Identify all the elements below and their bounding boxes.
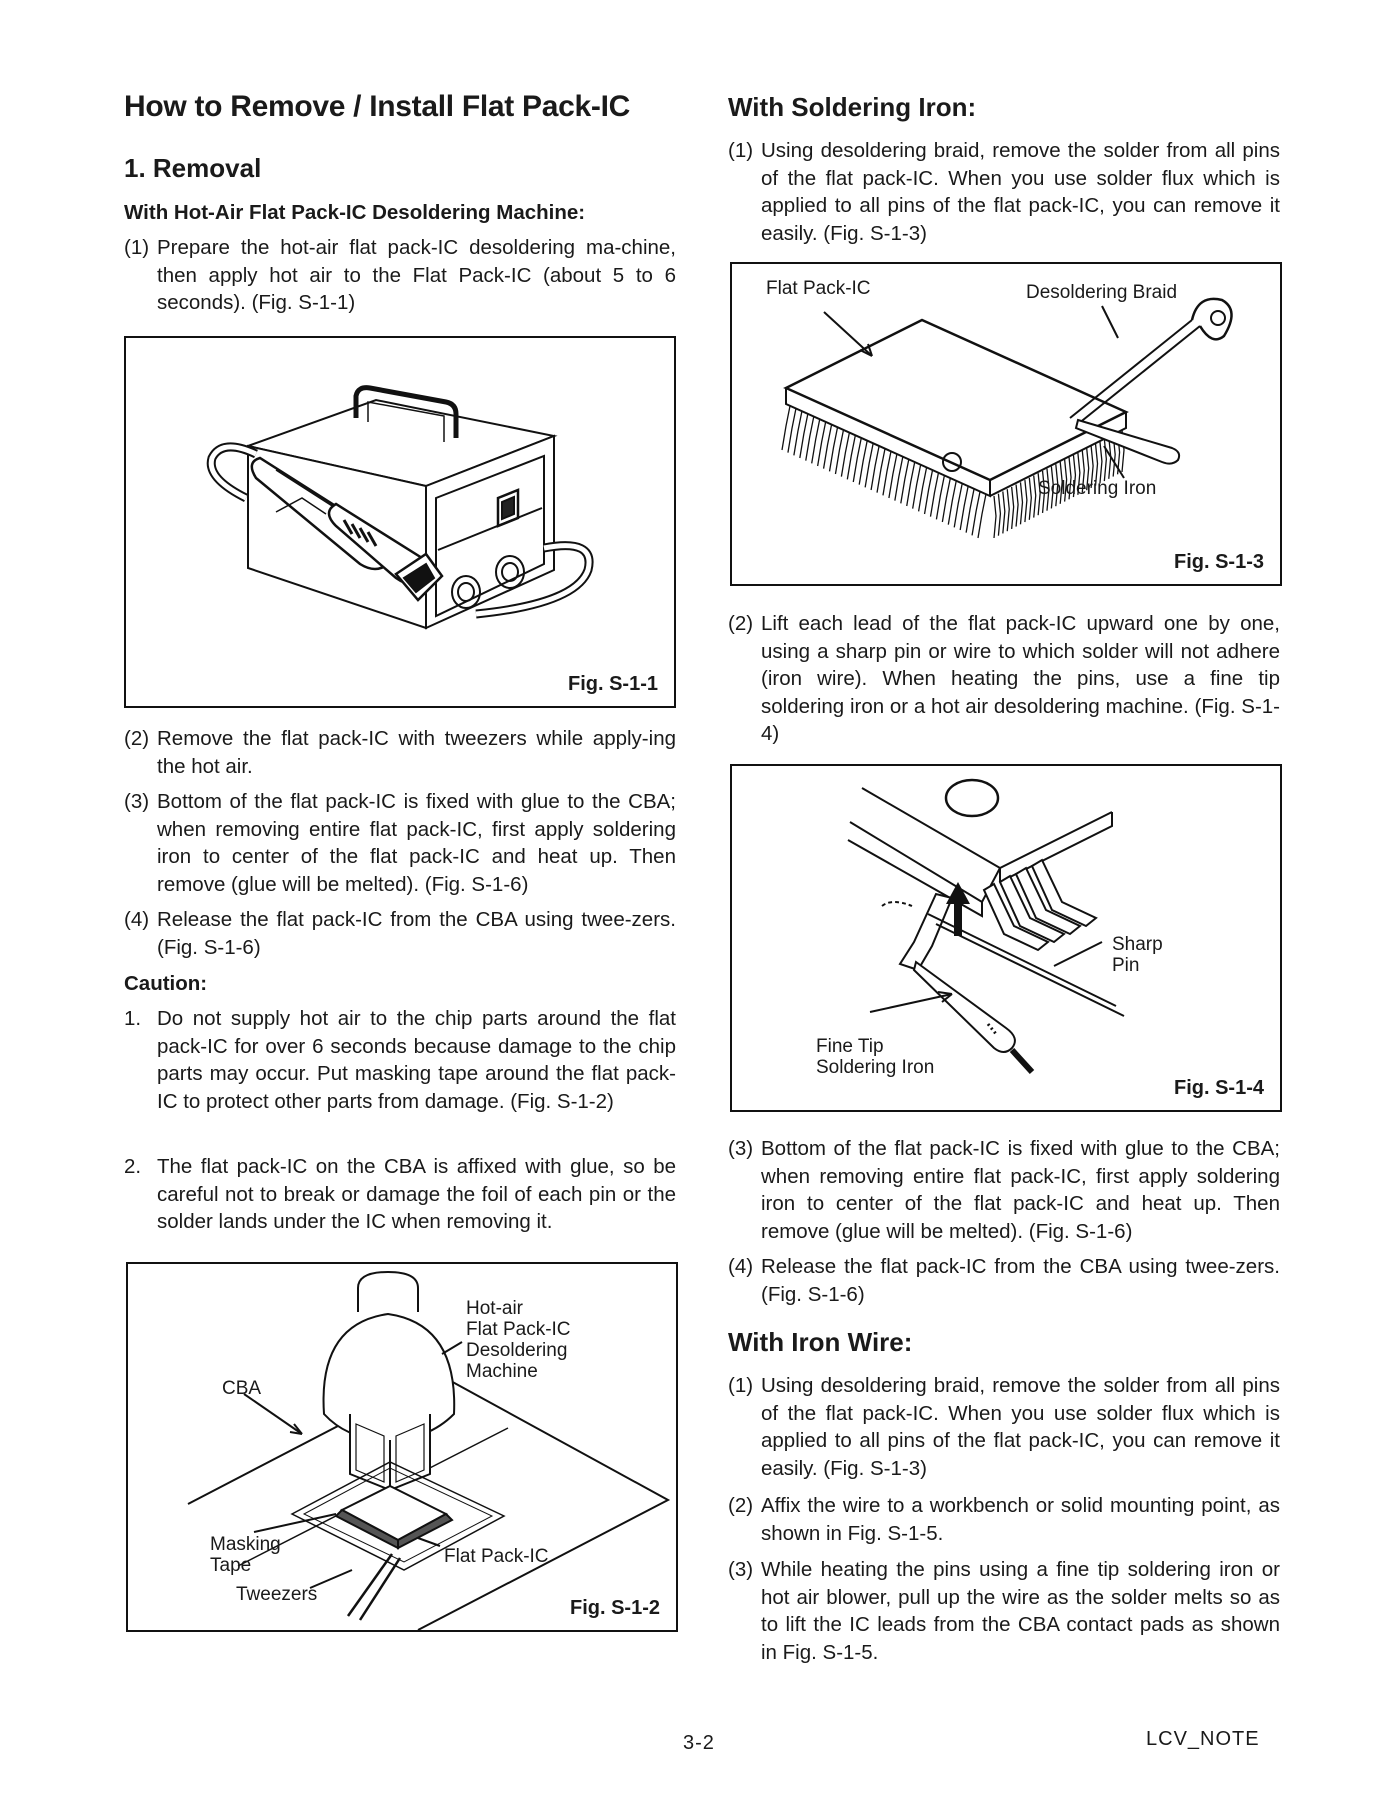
line-art [835,430,843,474]
step-text: Bottom of the flat pack-IC is fixed with glue to the CBA; when removing entire flat pack-IC, first apply soldering iron to center of the flat pack-IC and heat up. Then remove (glue will be melted). (Fig. S-1-6) [761,1137,1280,1243]
line-art [1020,482,1022,524]
caution-heading: Caution: [124,972,208,995]
line-art [889,454,897,498]
step-number: (4) [728,1255,754,1278]
figure-label: Fig. S-1-3 [1173,551,1264,573]
step-text: Lift each lead of the flat pack-IC upward one by one, using a sharp pin or wire to which solder will not adhere (iron wire). When heating the pins, use a fine tip soldering iron or a hot air desoldering machine. (Fig. S-1-4) [761,612,1280,745]
step-item [728,137,1280,247]
step-item [728,1253,1280,1308]
line-art [847,435,855,479]
line-art [788,409,796,453]
figure-s-1-4 [730,764,1282,1112]
line-art [978,494,986,538]
step-number: (1) [728,1374,754,1397]
callout-soldering-iron: Soldering Iron [1038,478,1157,499]
line-art [841,433,849,477]
line-art [966,489,974,533]
line-art [1076,420,1179,464]
heading-with-iron-wire: With Iron Wire: [728,1327,913,1357]
callout-tweezers: Tweezers [236,1584,318,1605]
line-art [930,473,938,517]
page-number: 3-2 [683,1732,715,1754]
step-item [124,725,676,780]
step-text: Bottom of the flat pack-IC is fixed with glue to the CBA; when removing entire flat pack-IC, first apply soldering iron to center of the flat pack-IC and heat up. Then remove (glue will be melted). (Fig. S-1-6) [157,790,676,896]
callout-hot-air-machine: Hot-air Flat Pack-IC Desoldering Machine [466,1298,571,1382]
line-art [895,457,903,501]
line-art [972,491,980,535]
step-text: Prepare the hot-air flat pack-IC desoldering ma-chine, then apply hot air to the Flat Pack-IC (about 5 to 6 seconds). (Fig. S-1-1) [157,236,676,314]
line-art [871,446,879,490]
step-text: Remove the flat pack-IC with tweezers while apply-ing the hot air. [157,727,676,778]
line-art [1070,320,1192,418]
step-item [124,234,676,317]
step-item [124,788,676,898]
line-art [998,494,1000,536]
figure-s-1-1 [124,336,676,708]
line-art [1104,439,1106,481]
figure-s-1-2 [126,1262,678,1632]
figure-label: Fig. S-1-4 [1173,1077,1264,1099]
line-art [1078,326,1200,424]
line-art [859,441,867,485]
line-art [818,422,826,466]
line-art [919,467,927,511]
line-art [806,417,814,461]
line-art [901,459,909,503]
step-text: Release the flat pack-IC from the CBA using twee-zers. (Fig. S-1-6) [157,908,676,959]
line-art [960,486,968,530]
step-item [728,1556,1280,1666]
line-art [877,449,885,493]
line-art [1034,476,1036,518]
step-text: Using desoldering braid, remove the solder from all pins of the flat pack-IC. When you use solder flux which is applied to all pins of the flat pack-IC, you can remove it easily. (Fig. S-1-3) [761,1374,1280,1480]
line-art [883,451,891,495]
step-item [124,906,676,961]
line-art [800,414,808,458]
line-art [794,411,802,455]
line-art [1003,491,1005,533]
callout-flat-pack-ic: Flat Pack-IC [444,1546,549,1567]
line-art [913,465,921,509]
line-art [812,419,820,463]
step-item [728,1372,1280,1482]
caution-text: Do not supply hot air to the chip parts around the flat pack-IC for over 6 seconds because damage to the chip parts may occur. Put masking tape around the flat pack-IC to protect other parts from damage. (Fig. S-1-2) [157,1007,676,1113]
hot-air-machine-illustration [126,338,678,710]
sharp-pin-lifting-illustration [732,766,1284,1114]
line-art [782,406,790,450]
callout-flat-pack-ic: Flat Pack-IC [766,278,871,299]
caution-number: 1. [124,1007,142,1030]
line-art [936,475,944,519]
step-item [728,610,1280,748]
step-number: (2) [728,1494,754,1517]
document-id: LCV_NOTE [1146,1728,1260,1750]
line-art [1025,480,1027,522]
step-text: Using desoldering braid, remove the solder from all pins of the flat pack-IC. When you use solder flux which is applied to all pins of the flat pack-IC, you can remove it easily. (Fig. S-1-3) [761,139,1280,245]
heading-with-soldering-iron: With Soldering Iron: [728,92,977,122]
caution-number: 2. [124,1155,142,1178]
caution-text: The flat pack-IC on the CBA is affixed with glue, so be careful not to break or damage the foil of each pin or the solder lands under the IC when removing it. [157,1155,676,1233]
step-text: Affix the wire to a workbench or solid mounting point, as shown in Fig. S-1-5. [761,1494,1280,1545]
line-art [853,438,861,482]
desoldering-braid-illustration [732,264,1284,588]
section-heading-removal: 1. Removal [124,153,262,183]
step-item [728,1492,1280,1547]
step-number: (4) [124,908,150,931]
step-number: (1) [124,236,150,259]
step-number: (3) [728,1558,754,1581]
line-art [1007,489,1009,531]
callout-cba: CBA [222,1378,262,1399]
callout-fine-tip-soldering-iron: Fine Tip Soldering Iron [816,1036,935,1078]
figure-label: Fig. S-1-1 [567,673,658,695]
line-art [824,425,832,469]
step-number: (3) [124,790,150,813]
line-art [907,462,915,506]
figure-label: Fig. S-1-2 [569,1597,660,1619]
subheading-hot-air: With Hot-Air Flat Pack-IC Desoldering Machine: [124,201,586,224]
callout-sharp-pin: Sharp Pin [1112,934,1163,976]
figure-s-1-3 [730,262,1282,586]
line-art [948,481,956,525]
caution-item [124,1005,676,1115]
caution-item [124,1153,676,1236]
line-art [830,427,838,471]
step-number: (2) [728,612,754,635]
line-art [865,443,873,487]
line-art [925,470,933,514]
line-art [994,496,996,538]
callout-masking-tape: Masking Tape [210,1534,281,1576]
line-art [942,478,950,522]
step-item [728,1135,1280,1245]
line-art [1029,478,1031,520]
step-number: (2) [124,727,150,750]
callout-desoldering-braid: Desoldering Braid [1026,282,1178,303]
line-art [1102,306,1118,338]
line-art [1211,311,1225,325]
step-text: While heating the pins using a fine tip soldering iron or hot air blower, pull up the wire as the solder melts so as to lift the IC leads from the CBA contact pads as shown in Fig. S-1-5. [761,1558,1280,1664]
line-art [1016,485,1018,527]
page-title: How to Remove / Install Flat Pack-IC [124,90,630,123]
hot-air-desoldering-illustration [128,1264,680,1634]
step-number: (1) [728,139,754,162]
step-text: Release the flat pack-IC from the CBA using twee-zers. (Fig. S-1-6) [761,1255,1280,1306]
line-art [824,312,872,356]
line-art [1012,487,1014,529]
step-number: (3) [728,1137,754,1160]
line-art [954,483,962,527]
